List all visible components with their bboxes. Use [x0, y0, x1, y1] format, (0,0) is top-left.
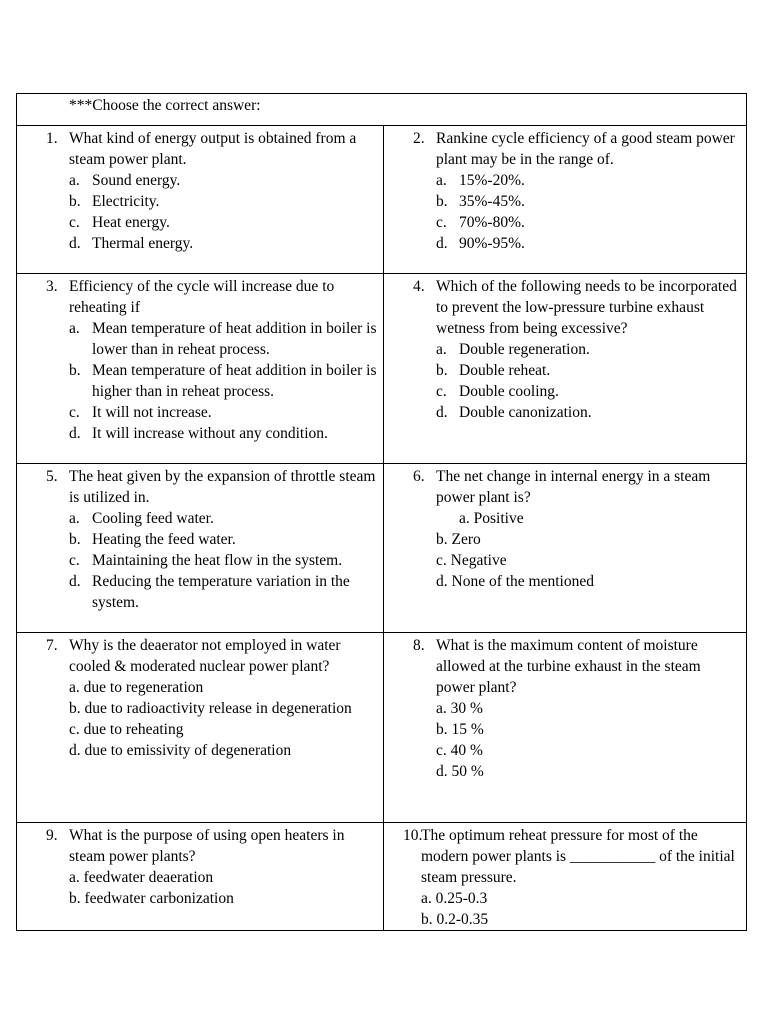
question-cell: [384, 823, 747, 931]
option-letter: b.: [69, 193, 81, 210]
option-text: 90%-95%.: [459, 235, 525, 252]
option-text: Reducing the temperature variation in the system.: [92, 573, 350, 611]
option-a: [69, 318, 377, 360]
question-cell: [17, 126, 384, 274]
option-b: [436, 191, 740, 212]
option-letter: d.: [436, 235, 448, 252]
option-c: [436, 381, 740, 402]
question-cell: [17, 274, 384, 464]
question-cell: [17, 633, 384, 823]
option-text: Cooling feed water.: [92, 510, 214, 527]
option-text: 15%-20%.: [459, 172, 525, 189]
question-table: [16, 93, 747, 931]
option-d: [436, 402, 740, 423]
option-text: Electricity.: [92, 193, 160, 210]
option-b: b. Zero: [436, 531, 481, 548]
option-a: a. Positive: [459, 510, 524, 527]
option-text: Heating the feed water.: [92, 531, 236, 548]
question-number: 8.: [413, 637, 425, 654]
option-d: [69, 233, 377, 254]
question-text: The heat given by the expansion of throttle steam is utilized in.: [69, 468, 376, 506]
option-text: 35%-45%.: [459, 193, 525, 210]
option-a: [69, 170, 377, 191]
instruction-row: [17, 94, 747, 126]
question-cell: [384, 126, 747, 274]
option-b: [69, 529, 377, 550]
question-number: 10.: [403, 827, 423, 844]
question-number: 6.: [413, 468, 425, 485]
question-cell: [384, 274, 747, 464]
question-number: 7.: [46, 637, 58, 654]
option-d: d. due to emissivity of degeneration: [69, 742, 292, 759]
option-letter: b.: [436, 362, 448, 379]
question-text: Why is the deaerator not employed in water cooled & moderated nuclear power plant?: [69, 637, 341, 675]
option-letter: b.: [436, 193, 448, 210]
question-9: [17, 823, 383, 909]
option-c: c. Negative: [436, 552, 507, 569]
option-b: b. 15 %: [436, 721, 484, 738]
option-text: 70%-80%.: [459, 214, 525, 231]
option-letter: c.: [436, 383, 447, 400]
option-letter: c.: [436, 214, 447, 231]
option-text: Mean temperature of heat addition in boiler is lower than in reheat process.: [92, 320, 377, 358]
option-letter: a.: [69, 510, 80, 527]
question-text: The net change in internal energy in a steam power plant is?: [436, 468, 711, 506]
question-3: [17, 274, 383, 444]
option-letter: c.: [69, 552, 80, 569]
option-d: [69, 571, 377, 613]
option-b: b. 0.2-0.35: [421, 911, 489, 928]
option-text: Thermal energy.: [92, 235, 194, 252]
question-text: The optimum reheat pressure for most of the modern power plants is ___________ of the initial steam pressure.: [421, 827, 735, 886]
option-a: a. due to regeneration: [69, 679, 204, 696]
question-number: 5.: [46, 468, 58, 485]
option-letter: b.: [69, 362, 81, 379]
option-letter: d.: [436, 404, 448, 421]
option-text: Double reheat.: [459, 362, 551, 379]
question-6: [384, 464, 746, 592]
option-letter: a.: [436, 172, 447, 189]
option-a: a. 0.25-0.3: [421, 890, 488, 907]
option-text: Heat energy.: [92, 214, 170, 231]
option-b: b. due to radioactivity release in degeneration: [69, 700, 352, 717]
question-number: 2.: [413, 130, 425, 147]
option-a: [436, 339, 740, 360]
option-letter: b.: [69, 531, 81, 548]
question-row: [17, 633, 747, 823]
option-letter: a.: [69, 320, 80, 337]
option-d: d. 50 %: [436, 763, 484, 780]
question-2: [384, 126, 746, 254]
option-c: c. 40 %: [436, 742, 483, 759]
option-text: It will increase without any condition.: [92, 425, 328, 442]
question-cell: [17, 464, 384, 633]
option-letter: d.: [69, 573, 81, 590]
question-number: 1.: [46, 130, 58, 147]
question-4: [384, 274, 746, 423]
question-text: What is the maximum content of moisture allowed at the turbine exhaust in the steam power plant?: [436, 637, 701, 696]
option-b: [436, 360, 740, 381]
option-text: Double regeneration.: [459, 341, 590, 358]
option-a: [69, 508, 377, 529]
question-row: [17, 464, 747, 633]
option-d: [69, 423, 377, 444]
option-letter: c.: [69, 404, 80, 421]
option-text: Double canonization.: [459, 404, 592, 421]
instruction-text: ***Choose the correct answer:: [17, 94, 747, 126]
option-letter: a.: [69, 172, 80, 189]
question-8: [384, 633, 746, 782]
question-number: 3.: [46, 278, 58, 295]
option-a: a. 30 %: [436, 700, 483, 717]
option-text: Double cooling.: [459, 383, 559, 400]
question-text: Rankine cycle efficiency of a good steam power plant may be in the range of.: [436, 130, 735, 168]
question-text: Which of the following needs to be incorporated to prevent the low-pressure turbine exhaust wetness from being excessive?: [436, 278, 737, 337]
question-cell: [17, 823, 384, 931]
option-d: d. None of the mentioned: [436, 573, 594, 590]
question-7: [17, 633, 383, 761]
option-c: [436, 212, 740, 233]
option-text: Mean temperature of heat addition in boiler is higher than in reheat process.: [92, 362, 377, 400]
option-c: c. due to reheating: [69, 721, 184, 738]
option-text: Sound energy.: [92, 172, 181, 189]
option-c: [69, 402, 377, 423]
option-text: Maintaining the heat flow in the system.: [92, 552, 343, 569]
option-d: [436, 233, 740, 254]
question-text: What is the purpose of using open heaters in steam power plants?: [69, 827, 345, 865]
option-c: [69, 212, 377, 233]
option-b: b. feedwater carbonization: [69, 890, 234, 907]
question-text: What kind of energy output is obtained from a steam power plant.: [69, 130, 357, 168]
option-a: a. feedwater deaeration: [69, 869, 214, 886]
option-letter: d.: [69, 235, 81, 252]
option-letter: d.: [69, 425, 81, 442]
question-number: 9.: [46, 827, 58, 844]
option-letter: a.: [436, 341, 447, 358]
option-b: [69, 360, 377, 402]
option-c: [69, 550, 377, 571]
option-a: [436, 170, 740, 191]
question-5: [17, 464, 383, 613]
question-row: [17, 274, 747, 464]
question-cell: [384, 633, 747, 823]
question-10: [384, 823, 746, 930]
question-1: [17, 126, 383, 254]
option-b: [69, 191, 377, 212]
question-row: [17, 823, 747, 931]
question-text: Efficiency of the cycle will increase due to reheating if: [69, 278, 335, 316]
option-letter: c.: [69, 214, 80, 231]
question-number: 4.: [413, 278, 425, 295]
question-row: [17, 126, 747, 274]
option-text: It will not increase.: [92, 404, 212, 421]
question-cell: [384, 464, 747, 633]
